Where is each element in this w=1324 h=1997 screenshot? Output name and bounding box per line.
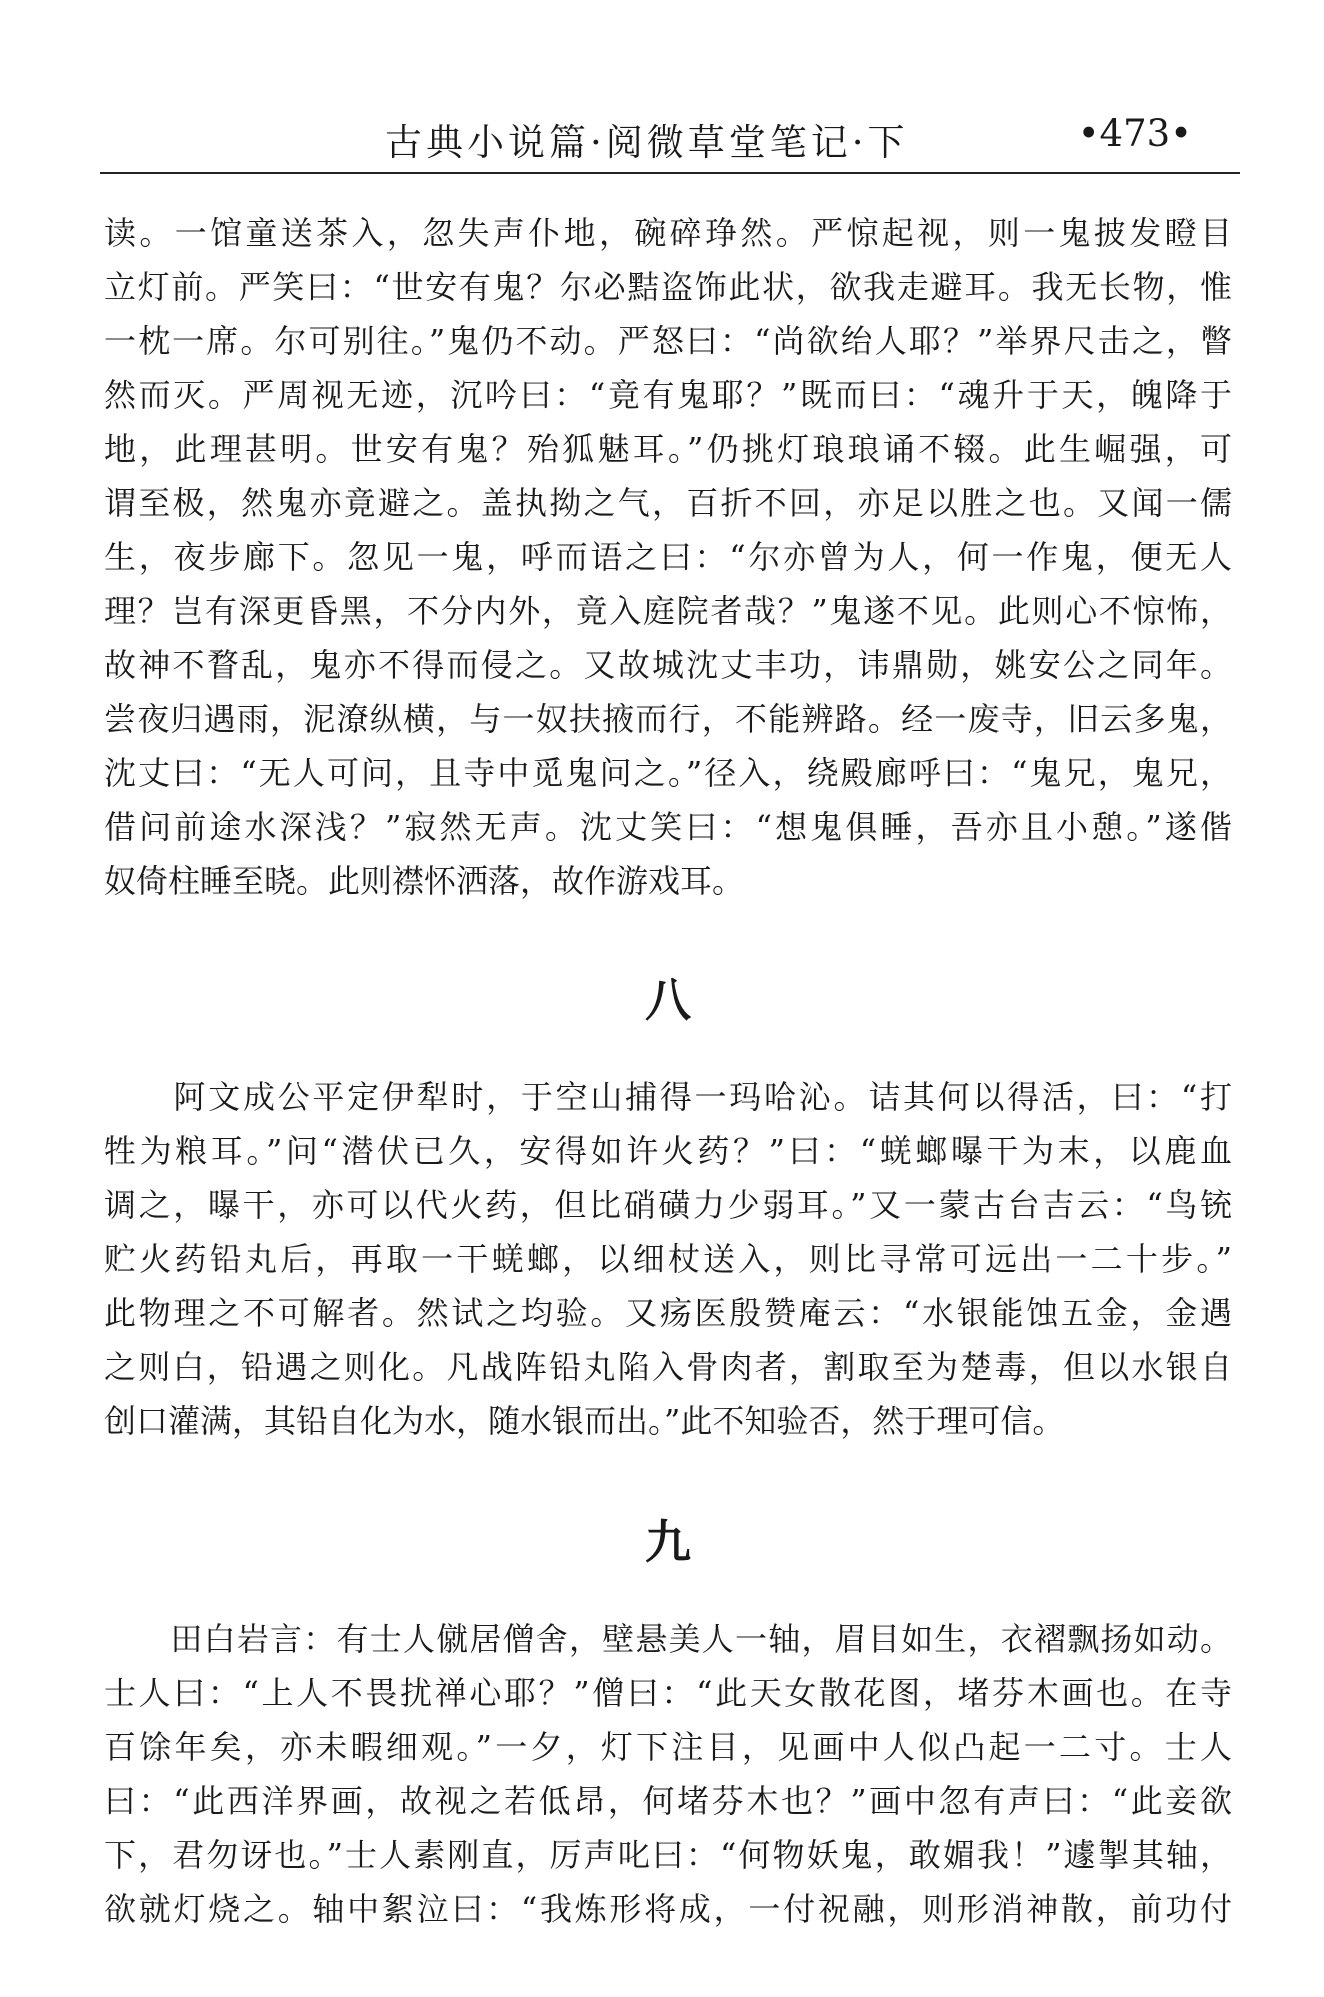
page-number: •473• <box>1077 112 1192 155</box>
running-header <box>100 108 1240 174</box>
text-line: 创口灌满，其铅自化为水，随水银而出。”此不知验否，然于理可信。 <box>104 1402 1065 1440</box>
body-text <box>104 206 1232 1936</box>
text-line: 下，君勿讶也。”士人素刚直，厉声叱曰：“何物妖鬼，敢媚我！”遽掣其轴， <box>104 1836 1232 1874</box>
text-line: 阿文成公平定伊犁时，于空山捕得一玛哈沁。诘其何以得活，曰：“打 <box>104 1078 1232 1116</box>
text-line: 理？岂有深更昏黑，不分内外，竟入庭院者哉？”鬼遂不见。此则心不惊怖， <box>104 592 1232 630</box>
text-line: 立灯前。严笑曰：“世安有鬼？尔必黠盗饰此状，欲我走避耳。我无长物，惟 <box>104 268 1232 306</box>
text-line: 奴倚柱睡至晓。此则襟怀洒落，故作游戏耳。 <box>104 862 745 900</box>
section-heading-8: 八 <box>645 973 691 1027</box>
text-line: 借问前途水深浅？”寂然无声。沈丈笑曰：“想鬼俱睡，吾亦且小憩。”遂偕 <box>104 808 1232 846</box>
text-line: 故神不瞀乱，鬼亦不得而侵之。又故城沈丈丰功，讳鼎勋，姚安公之同年。 <box>104 646 1232 684</box>
text-line: 然而灭。严周视无迹，沉吟曰：“竟有鬼耶？”既而曰：“魂升于天，魄降于 <box>104 376 1232 414</box>
header-title: 古典小说篇·阅微草堂笔记·下 <box>385 121 909 164</box>
section-heading-9: 九 <box>645 1515 691 1569</box>
section-9 <box>104 1612 1232 1936</box>
text-line: 欲就灯烧之。轴中絮泣曰：“我炼形将成，一付祝融，则形消神散，前功付 <box>104 1890 1232 1928</box>
text-line: 之则白，铅遇之则化。凡战阵铅丸陷入骨肉者，割取至为楚毒，但以水银自 <box>104 1348 1232 1386</box>
text-line: 田白岩言：有士人僦居僧舍，壁悬美人一轴，眉目如生，衣褶飘扬如动。 <box>104 1620 1232 1658</box>
text-line: 读。一馆童送茶入，忽失声仆地，碗碎琤然。严惊起视，则一鬼披发瞪目 <box>104 214 1232 252</box>
text-line: 地，此理甚明。世安有鬼？殆狐魅耳。”仍挑灯琅琅诵不辍。此生崛强，可 <box>104 430 1232 468</box>
text-line: 贮火药铅丸后，再取一干蜣螂，以细杖送入，则比寻常可远出一二十步。” <box>104 1240 1232 1278</box>
text-line: 百馀年矣，亦未暇细观。”一夕，灯下注目，见画中人似凸起一二寸。士人 <box>104 1728 1232 1766</box>
section-8 <box>104 1070 1232 1448</box>
text-line: 士人曰：“上人不畏扰禅心耶？”僧曰：“此天女散花图，堵芬木画也。在寺 <box>104 1674 1232 1712</box>
text-line: 尝夜归遇雨，泥潦纵横，与一奴扶掖而行，不能辨路。经一废寺，旧云多鬼， <box>104 700 1232 738</box>
text-line: 此物理之不可解者。然试之均验。又疡医殷赞庵云：“水银能蚀五金，金遇 <box>104 1294 1232 1332</box>
text-line: 牲为粮耳。”问“潜伏已久，安得如许火药？”曰：“蜣螂曝干为末，以鹿血 <box>104 1132 1232 1170</box>
text-line: 调之，曝干，亦可以代火药，但比硝磺力少弱耳。”又一蒙古台吉云：“鸟铳 <box>104 1186 1232 1224</box>
text-line: 生，夜步廊下。忽见一鬼，呼而语之曰：“尔亦曾为人，何一作鬼，便无人 <box>104 538 1232 576</box>
text-line: 谓至极，然鬼亦竟避之。盖执拗之气，百折不回，亦足以胜之也。又闻一儒 <box>104 484 1232 522</box>
section-7-continuation <box>104 206 1232 908</box>
text-line: 沈丈曰：“无人可问，且寺中觅鬼问之。”径入，绕殿廊呼曰：“鬼兄，鬼兄， <box>104 754 1232 792</box>
text-line: 一枕一席。尔可别往。”鬼仍不动。严怒曰：“尚欲绐人耶？”举界尺击之，瞥 <box>104 322 1232 360</box>
text-line: 曰：“此西洋界画，故视之若低昂，何堵芬木也？”画中忽有声曰：“此妾欲 <box>104 1782 1232 1820</box>
